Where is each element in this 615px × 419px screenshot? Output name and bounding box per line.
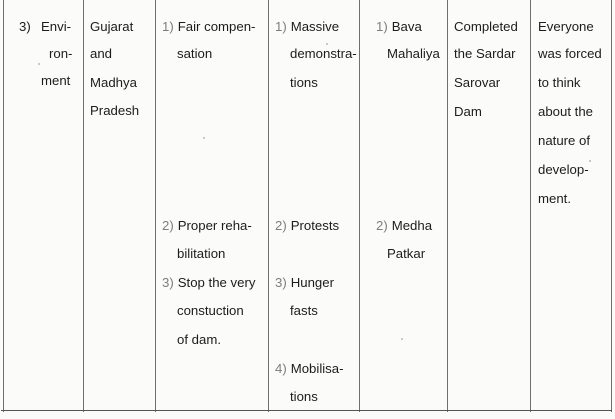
- cell-demand-3-line-3: of dam.: [177, 332, 221, 347]
- cell-method-4-line-2: tions: [290, 389, 318, 404]
- cell-significance-line-2: was forced: [538, 46, 602, 61]
- method-3-text: Hunger: [290, 275, 334, 290]
- cell-method-3-line-2: fasts: [290, 303, 318, 318]
- scan-speck: [203, 137, 205, 139]
- cell-demand-1-line-1: [162, 19, 255, 35]
- scan-speck: [326, 43, 328, 45]
- method-3-number: 3): [275, 275, 287, 290]
- method-2-text: Protests: [290, 218, 340, 233]
- method-2-number: 2): [275, 218, 287, 233]
- table-border-right: [611, 0, 612, 412]
- cell-significance-line-1: Everyone: [538, 19, 594, 34]
- cell-region-line-3: Madhya: [90, 75, 137, 90]
- cell-outcome-line-4: Dam: [454, 104, 482, 119]
- leader-2-text: Medha: [391, 218, 433, 233]
- cell-significance-line-5: nature of: [538, 133, 591, 148]
- column-divider-3: [268, 0, 269, 412]
- scan-speck: [589, 160, 591, 162]
- scan-speck: [38, 63, 40, 65]
- cell-region-line-1: Gujarat: [90, 19, 134, 34]
- column-divider-6: [530, 0, 531, 412]
- column-divider-1: [83, 0, 84, 412]
- cell-demand-3-line-1: [162, 275, 255, 291]
- method-4-number: 4): [275, 361, 287, 376]
- cell-demand-2-line-1: [162, 218, 252, 234]
- demand-1-text: Fair compen-: [177, 19, 256, 34]
- cell-leader-2-line-2: Patkar: [387, 246, 426, 261]
- leader-1-number: 1): [376, 19, 388, 34]
- cell-issue-line-2: ron-: [49, 46, 73, 61]
- cell-issue-line-1: Envi-: [41, 19, 72, 34]
- cell-demand-3-line-2: constuction: [177, 303, 244, 318]
- table-border-left: [3, 0, 4, 412]
- cell-issue-number: 3): [19, 19, 31, 34]
- cell-significance-line-7: ment.: [538, 191, 571, 206]
- cell-significance-line-3: to think: [538, 75, 581, 90]
- demand-2-text: Proper reha-: [177, 218, 252, 233]
- method-4-text: Mobilisa-: [290, 361, 344, 376]
- cell-demand-2-line-2: bilitation: [177, 246, 226, 261]
- cell-significance-line-6: develop-: [538, 162, 589, 177]
- demand-2-number: 2): [162, 218, 174, 233]
- leader-1-text: Bava: [391, 19, 422, 34]
- method-1-number: 1): [275, 19, 287, 34]
- cell-leader-2-line-1: [376, 218, 432, 234]
- demand-3-text: Stop the very: [177, 275, 256, 290]
- cell-region-line-2: and: [90, 46, 113, 61]
- leader-2-number: 2): [376, 218, 388, 233]
- cell-method-2-line-1: [275, 218, 339, 234]
- scan-speck: [401, 338, 403, 340]
- cell-outcome-line-1: Completed: [454, 19, 518, 34]
- cell-demand-1-line-2: sation: [177, 46, 213, 61]
- cell-outcome-line-2: the Sardar: [454, 46, 516, 61]
- cell-method-3-line-1: [275, 275, 334, 291]
- column-divider-2: [155, 0, 156, 412]
- demand-3-number: 3): [162, 275, 174, 290]
- demand-1-number: 1): [162, 19, 174, 34]
- cell-leader-1-line-2: Mahaliya: [387, 46, 440, 61]
- cell-method-4-line-1: [275, 361, 344, 377]
- cell-leader-1-line-1: [376, 19, 422, 35]
- cell-method-1-line-1: [275, 19, 339, 35]
- cell-method-1-line-3: tions: [290, 75, 318, 90]
- table-border-bottom: [1, 410, 612, 411]
- cell-outcome-line-3: Sarovar: [454, 75, 501, 90]
- column-divider-5: [447, 0, 448, 412]
- cell-method-1-line-2: demonstra-: [290, 46, 357, 61]
- cell-region-line-4: Pradesh: [90, 103, 140, 118]
- method-1-text: Massive: [290, 19, 340, 34]
- cell-issue-line-3: ment: [41, 73, 71, 88]
- column-divider-4: [359, 0, 360, 412]
- cell-significance-line-4: about the: [538, 104, 593, 119]
